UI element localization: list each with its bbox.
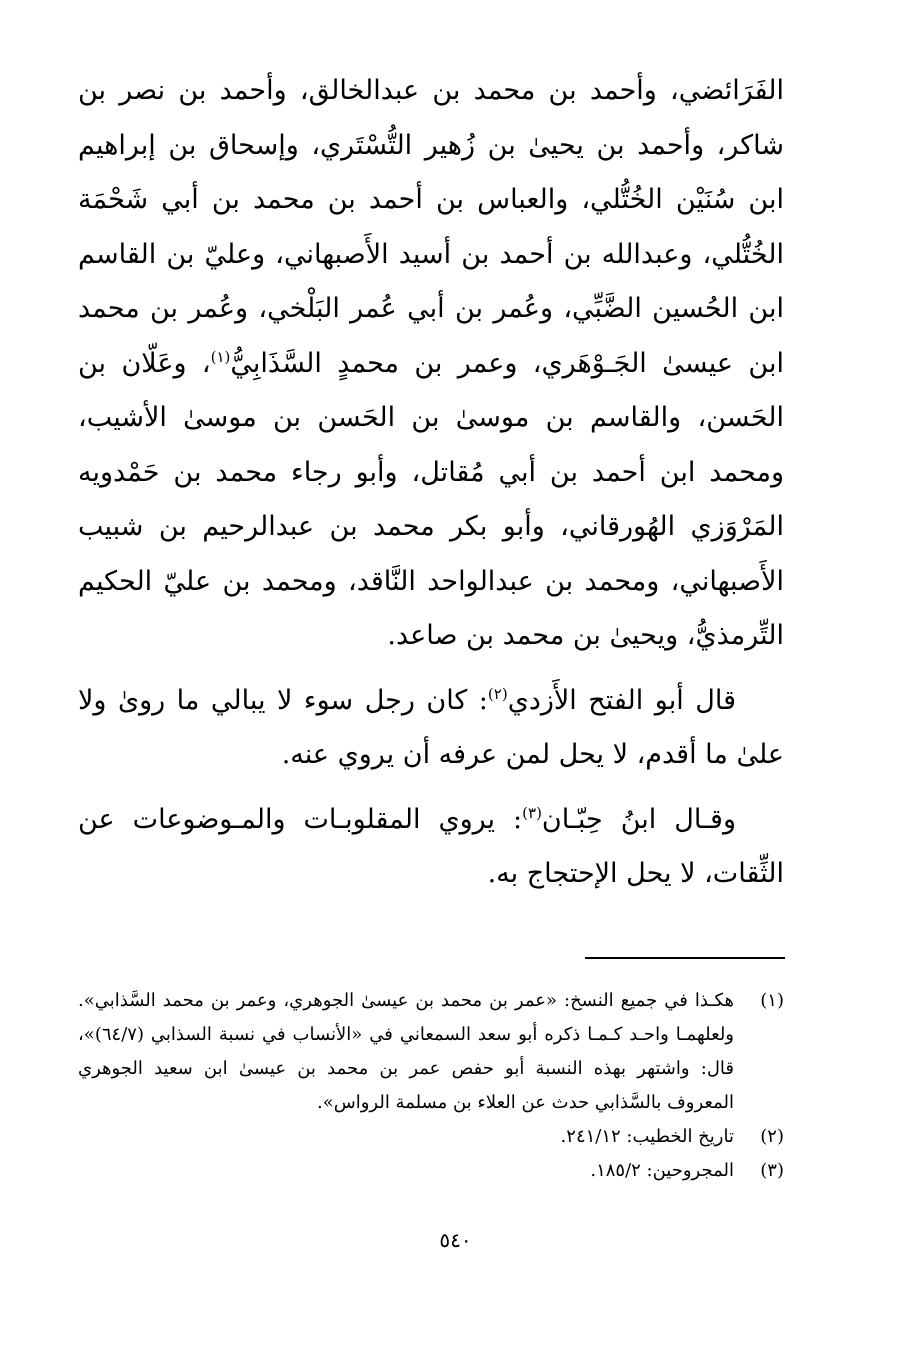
- footnote-text: المجروحين: ١٨٥/٢.: [590, 1160, 734, 1181]
- text-segment: وقـال ابنُ حِبّـان: [541, 803, 736, 835]
- footnote-ref-3: (٣): [522, 803, 542, 822]
- footnote-3: [78, 1154, 784, 1188]
- footnote-ref-1: (١): [210, 347, 231, 366]
- text-segment: : كان رجل سوء لا يبالي ما روىٰ ولا علىٰ ما أقدم، لا يحل لمن عرفه أن يروي عنه.: [78, 684, 784, 770]
- paragraph-ibn-hibban-quote: [78, 793, 784, 902]
- paragraph-narrators-list: [78, 64, 784, 664]
- text-segment: : يروي المقلوبـات والمـوضوعات عن الثِّقات، لا يحل الإحتجاج به.: [78, 803, 784, 889]
- footnote-separator: [585, 957, 785, 959]
- footnote-ref-2: (٢): [487, 684, 508, 703]
- text-segment: الفَرَائضي، وأحمد بن محمد بن عبدالخالق، وأحمد بن نصر بن شاكر، وأحمد بن يحيىٰ بن زُهير التُّسْتَري، وإسحاق بن إبراهيم ابن سُنَيْن الخُتُّلي، والعباس بن أحمد بن محمد بن أبي شَحْمَة الخُتُّلي، وعبدالله بن أحمد بن أسيد الأَصبهاني، وعليّ بن القاسم ابن الحُسين الضَّبِّي، وعُمر بن أبي عُمر البَلْخي، وعُمر بن محمد ابن عيسىٰ الجَـوْهَري، وعمر بن محمدٍ السَّذَابِيُّ: [78, 75, 784, 379]
- footnote-number: (٣): [760, 1160, 784, 1181]
- footnotes: [78, 984, 784, 1188]
- paragraph-azdi-quote: [78, 674, 784, 783]
- main-text: [78, 64, 784, 902]
- page-number: ٥٤٠: [439, 1228, 472, 1252]
- footnote-number: (١): [760, 990, 784, 1011]
- footnote-1: [78, 984, 784, 1120]
- footnote-2: [78, 1120, 784, 1154]
- text-segment: ، وعَلّان بن الحَسن، والقاسم بن موسىٰ بن الحَسن بن موسىٰ الأشيب، ومحمد ابن أحمد بن أبي مُقاتل، وأبو رجاء محمد بن حَمْدويه المَرْوَزي الهُورقاني، وأبو بكر محمد بن عبدالرحيم بن شبيب الأَصبهاني، ومحمد بن عبدالواحد النَّاقد، ومحمد بن عليّ الحكيم التِّرمذيُّ، ويحيىٰ بن محمد بن صاعد.: [78, 347, 784, 651]
- text-segment: قال أبو الفتح الأَزدي: [507, 684, 736, 716]
- footnote-text: هكـذا في جميع النسخ: «عمر بن محمد بن عيسىٰ الجوهري، وعمر بن محمد السَّذابي». ولعلهمـا واحـد كـمـا ذكره أبو سعد السمعاني في «الأنساب في نسبة السذابي (٦٤/٧)»، قال: واشتهر بهذه النسبة أبو حفص عمر بن محمد بن عيسىٰ ابن سعيد الجوهري المعروف بالسَّذابي حدث عن العلاء بن مسلمة الرواس».: [78, 990, 734, 1113]
- footnote-number: (٢): [760, 1126, 784, 1147]
- footnote-text: تاريخ الخطيب: ٢٤١/١٢.: [560, 1126, 734, 1147]
